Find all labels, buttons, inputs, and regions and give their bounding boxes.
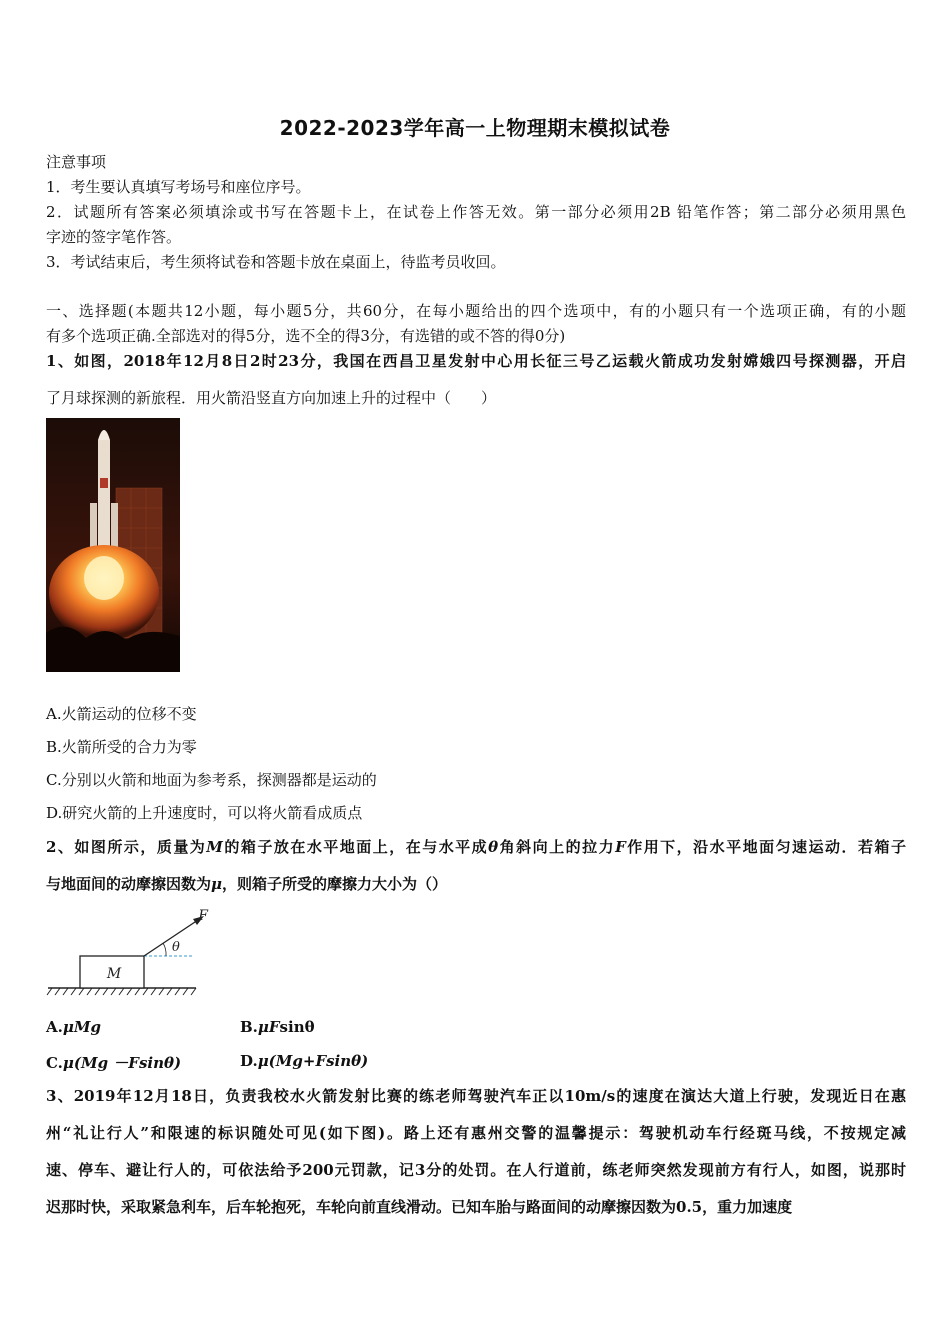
q2-text-6: ，则箱子所受的摩擦力大小为（） [222, 875, 448, 893]
question-1-stem: 1、如图，2018年12月8日2时23分，我国在西昌卫星发射中心用长征三号乙运载火箭成功发射嫦娥四号探测器，开启 [46, 352, 906, 370]
option-b-tail: sinθ [279, 1018, 315, 1036]
question-3-stem: 3、2019年12月18日，负责我校水火箭发射比赛的练老师驾驶汽车正以10m/s的速度在演达大道上行驶，发现近日在惠 [46, 1087, 906, 1105]
option-d-expr: μ(Mg+Fsinθ) [257, 1052, 369, 1070]
q2-text-4: 作用下，沿水平地面匀速运动．若箱子 [625, 838, 906, 856]
question-3-stem-4: 迟那时快，采取紧急利车，后车轮抱死，车轮向前直线滑动。已知车胎与路面间的动摩擦因数为0.5，重力加速度 [46, 1198, 793, 1216]
question-2-option-c [46, 1052, 181, 1073]
question-2-stem-cont [46, 873, 906, 895]
option-b-expr: μF [257, 1018, 280, 1036]
notice-item-2-cont: 字迹的签字笔作答。 [46, 228, 182, 246]
q2-text-2: 的箱子放在水平地面上，在与水平成 [222, 838, 489, 856]
q2-text-3: 角斜向上的拉力 [498, 838, 616, 856]
option-b-prefix: B. [240, 1018, 258, 1036]
question-2-option-a [46, 1018, 101, 1036]
box-force-diagram [44, 902, 208, 1002]
option-a-expr: μMg [62, 1018, 101, 1036]
angle-label: θ [172, 940, 180, 955]
q2-mass-symbol: M [206, 838, 223, 856]
notice-item-2: 2．试题所有答案必须填涂或书写在答题卡上，在试卷上作答无效。第一部分必须用2B 铅笔作答；第二部分必须用黑色 [46, 203, 906, 221]
q2-text-1: 2、如图所示，质量为 [46, 838, 207, 856]
q2-angle-symbol: θ [488, 838, 499, 856]
question-2-stem [46, 836, 906, 858]
question-2-option-b [240, 1018, 315, 1036]
option-c-expr: μ(Mg －Fsinθ) [62, 1054, 182, 1072]
question-1-option-b: B.火箭所受的合力为零 [46, 738, 197, 756]
rocket-launch-photo [46, 418, 180, 672]
question-3-stem-2: 州“礼让行人”和限速的标识随处可见(如下图)。路上还有惠州交警的温馨提示：驾驶机动车行经斑马线，不按规定减 [46, 1124, 906, 1142]
question-1-option-d: D.研究火箭的上升速度时，可以将火箭看成质点 [46, 804, 363, 822]
q2-force-symbol: F [615, 838, 626, 856]
section-1-instructions: 一、选择题(本题共12小题，每小题5分，共60分，在每小题给出的四个选项中，有的小题只有一个选项正确，有的小题 [46, 302, 906, 320]
question-2-option-d [240, 1052, 368, 1070]
option-a-prefix: A. [46, 1018, 63, 1036]
box-label: M [106, 966, 122, 982]
notice-heading: 注意事项 [46, 153, 107, 171]
question-1-stem-cont: 了月球探测的新旅程．用火箭沿竖直方向加速上升的过程中（ ） [46, 389, 497, 407]
option-d-prefix: D. [240, 1052, 258, 1070]
question-3-stem-3: 速、停车、避让行人的，可依法给予200元罚款，记3分的处罚。在人行道前，练老师突然发现前方有行人，如图，说那时 [46, 1161, 906, 1179]
force-label: F [198, 908, 208, 924]
q2-mu-symbol: μ [211, 875, 222, 893]
section-1-instructions-cont: 有多个选项正确.全部选对的得5分，选不全的得3分，有选错的或不答的得0分) [46, 327, 566, 345]
q2-text-5: 与地面间的动摩擦因数为 [46, 875, 212, 893]
question-1-option-c: C.分别以火箭和地面为参考系，探测器都是运动的 [46, 771, 377, 789]
question-1-option-a: A.火箭运动的位移不变 [46, 705, 197, 723]
notice-item-3: 3．考试结束后，考生须将试卷和答题卡放在桌面上，待监考员收回。 [46, 253, 506, 271]
notice-item-1: 1．考生要认真填写考场号和座位序号。 [46, 178, 311, 196]
page-title: 2022-2023学年高一上物理期末模拟试卷 [279, 116, 671, 140]
option-c-prefix: C. [46, 1054, 63, 1072]
